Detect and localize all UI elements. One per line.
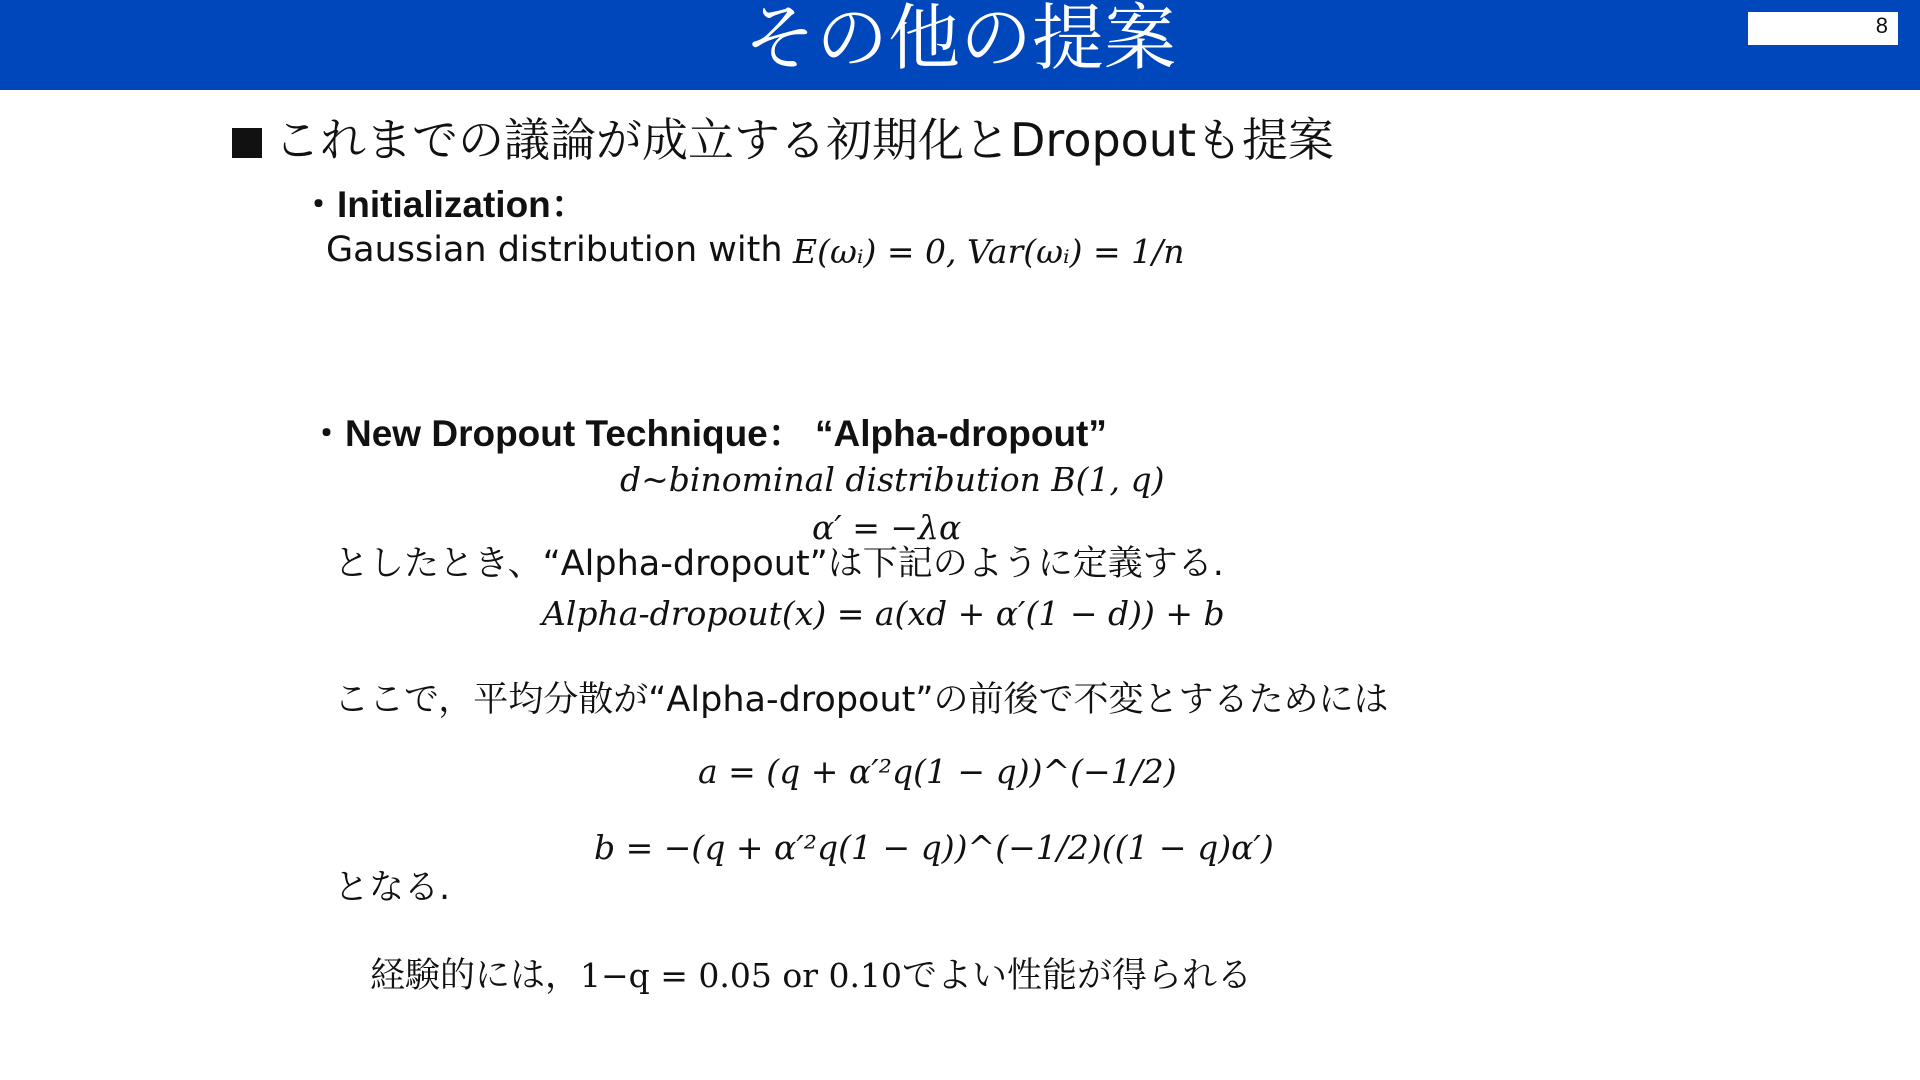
initialization-formula: E(ωᵢ) = 0, Var(ωᵢ) = 1/n [793,232,1185,271]
alpha-dropout-formula-left: Alpha-dropout(x) = [542,594,875,633]
initialization-description: Gaussian distribution with [326,230,783,270]
alpha-dropout-formula-right: a(xd + α′(1 − d)) + b [874,594,1225,633]
alpha-prime-formula: α′ = −λα [812,508,962,547]
binomial-formula: d~binominal distribution B(1, q) [620,460,1165,499]
slide-title: その他の提案 [743,0,1176,80]
alpha-dropout-formula [542,592,1225,636]
page-number: 8 [1748,12,1898,45]
empirical-formula: 1−q = 0.05 or 0.10 [580,956,902,995]
square-bullet-icon [232,128,262,158]
b-formula: b = −(q + α′²q(1 − q))^(−1/2)((1 − q)α′) [594,828,1274,867]
a-formula: a = (q + α′²q(1 − q))^(−1/2) [698,752,1177,791]
definition-text: としたとき、“Alpha-dropout”は下記のように定義する. [334,544,1224,584]
initialization-label: ・Initialization： [300,184,588,225]
empirical-prefix: 経験的には， [370,956,581,996]
empirical-suffix: でよい性能が得られる [902,956,1253,996]
empirical-line [370,954,1252,998]
result-text: となる. [334,868,451,908]
condition-text: ここで，平均分散が“Alpha-dropout”の前後で不変とするためには [334,680,1389,720]
main-heading [232,112,1334,168]
dropout-label: ・New Dropout Technique： “Alpha-dropout” [308,413,1107,454]
main-heading-text: これまでの議論が成立する初期化とDropoutも提案 [274,113,1334,167]
